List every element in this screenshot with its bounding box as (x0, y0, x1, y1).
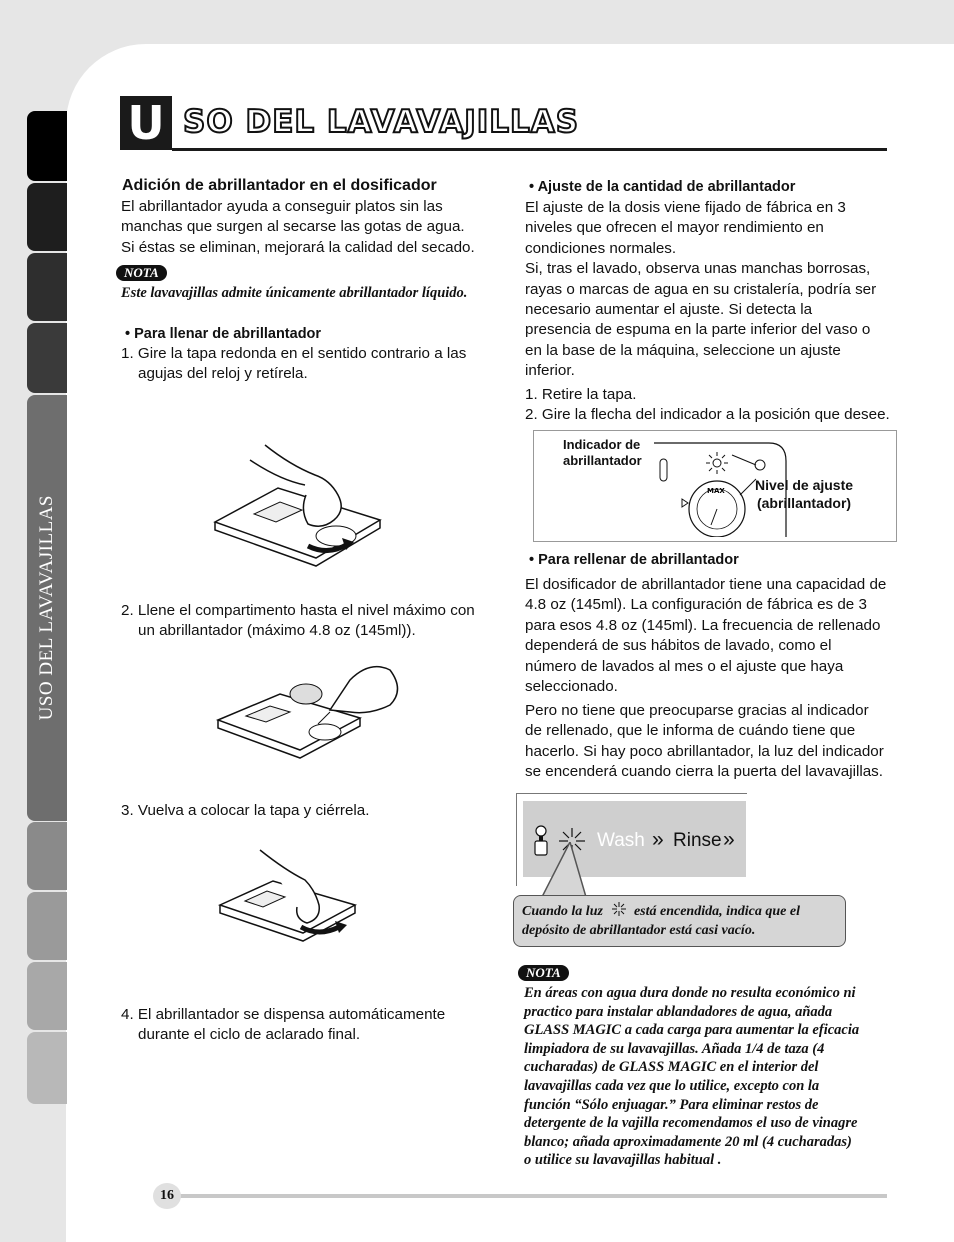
adjust-heading: • Ajuste de la cantidad de abrillantador (529, 179, 796, 195)
title-initial: U (127, 96, 165, 150)
fill-heading: • Para llenar de abrillantador (125, 326, 322, 342)
display-wash-label: Wash (597, 830, 645, 851)
adjust-paragraph: El ajuste de la dosis viene fijado de fábrica en 3 niveles que ofrecen el mayor rendimiento en condiciones normales. Si, tras el lavado, observa unas manchas borrosas, rayas o marcas de agua en su cristalería, podría ser necesario aumentar el ajuste. Si detecta la presencia de espuma en la parte inferior del vaso o en la base de la máquina, seleccione un ajuste inferior. (525, 199, 877, 380)
section-tab-7[interactable] (27, 892, 67, 960)
adjust-steps: 1. Retire la tapa. 2. Gire la flecha del indicador a la posición que desee. (525, 386, 890, 424)
section-tab-3[interactable] (27, 253, 67, 321)
dial-max-text: MAX (707, 487, 725, 495)
step-4: 4. El abrillantador se dispensa automáticamente durante el ciclo de aclarado final. (121, 1006, 446, 1044)
section-tab-6[interactable] (27, 822, 67, 890)
footer-rule (180, 1194, 887, 1198)
page-number: 16 (153, 1183, 181, 1209)
title-underline (172, 148, 887, 151)
refill-paragraph-1: El dosificador de abrillantador tiene una capacidad de 4.8 oz (145ml). La configuración de fábrica es de 3 para esos 4.8 oz (145ml). La frecuencia de rellenado dependerá de sus hábitos de lavado, como el número de lavados al mes o el ajuste que haya seleccionado. (525, 576, 887, 696)
refill-callout (513, 895, 846, 947)
callout-pointer (540, 842, 590, 898)
step-3: 3. Vuelva a colocar la tapa y ciérrela. (121, 802, 370, 819)
refill-paragraph-2: Pero no tiene que preocuparse gracias al indicador de rellenado, que le informa de cuándo tiene que hacerlo. Si hay poco abrillantador, la luz del indicador se encenderá cuando cierra la puerta del lavavajillas. (525, 702, 884, 781)
section-tab-9[interactable] (27, 1032, 67, 1104)
page-title: SO DEL LAVAVAJILLAS (183, 104, 580, 140)
note-badge-2: NOTA (518, 965, 569, 981)
step-2: 2. Llene el compartimento hasta el nivel máximo con un abrillantador (máximo 4.8 oz (145ml)). (121, 602, 475, 640)
callout-text: Cuando la luz está encendida, indica que el depósito de abrillantador está casi vacío. (522, 904, 800, 938)
section-tab-1[interactable] (27, 111, 67, 181)
section-heading: Adición de abrillantador en el dosificador (122, 177, 437, 194)
illustration-pour (210, 650, 410, 770)
sidebar-section-label: USO DEL LAVAVAJILLAS (36, 495, 57, 721)
display-rinse-label: Rinse (673, 830, 722, 851)
indicator-label: Indicador de abrillantador (563, 437, 642, 468)
chevron-right-icon: » (723, 828, 735, 851)
step-1: 1. Gire la tapa redonda en el sentido contrario a las agujas del reloj y retírela. (121, 345, 467, 383)
illustration-close-cap (215, 845, 365, 945)
note-text: Este lavavajillas admite únicamente abrillantador líquido. (121, 285, 468, 301)
illustration-open-cap (210, 440, 390, 570)
note-text-2: En áreas con agua dura donde no resulta económico ni practico para instalar ablandadores de agua, añada GLASS MAGIC a cada carga para aumentar la eficacia limpiadora de su lavavajillas. Añada 1/4 de taza (4 cucharadas) de GLASS MAGIC en el interior del lavavajillas cada vez que lo utilice, excepto con la función “Sólo enjuagar.” Para eliminar restos de detergente de la vajilla recomendamos el uso de vinagre blanco; añada aproximadamente 20 ml (4 cucharadas) o utilice su lavavajillas habitual . (524, 985, 860, 1169)
title-initial-box (120, 96, 172, 150)
indicator-diagram (533, 430, 897, 542)
refill-heading: • Para rellenar de abrillantador (529, 552, 739, 568)
section-tab-4[interactable] (27, 323, 67, 393)
section-tab-2[interactable] (27, 183, 67, 251)
chevron-right-icon: » (652, 828, 664, 851)
rinse-aid-light-icon (610, 902, 628, 916)
section-tab-8[interactable] (27, 962, 67, 1030)
intro-paragraph: El abrillantador ayuda a conseguir platos sin las manchas que surgen al secarse las gotas de agua. Si éstas se eliminan, mejorará la calidad del secado. (121, 198, 475, 256)
level-label: Nivel de ajuste (abrillantador) (755, 477, 854, 511)
note-badge: NOTA (116, 265, 167, 281)
